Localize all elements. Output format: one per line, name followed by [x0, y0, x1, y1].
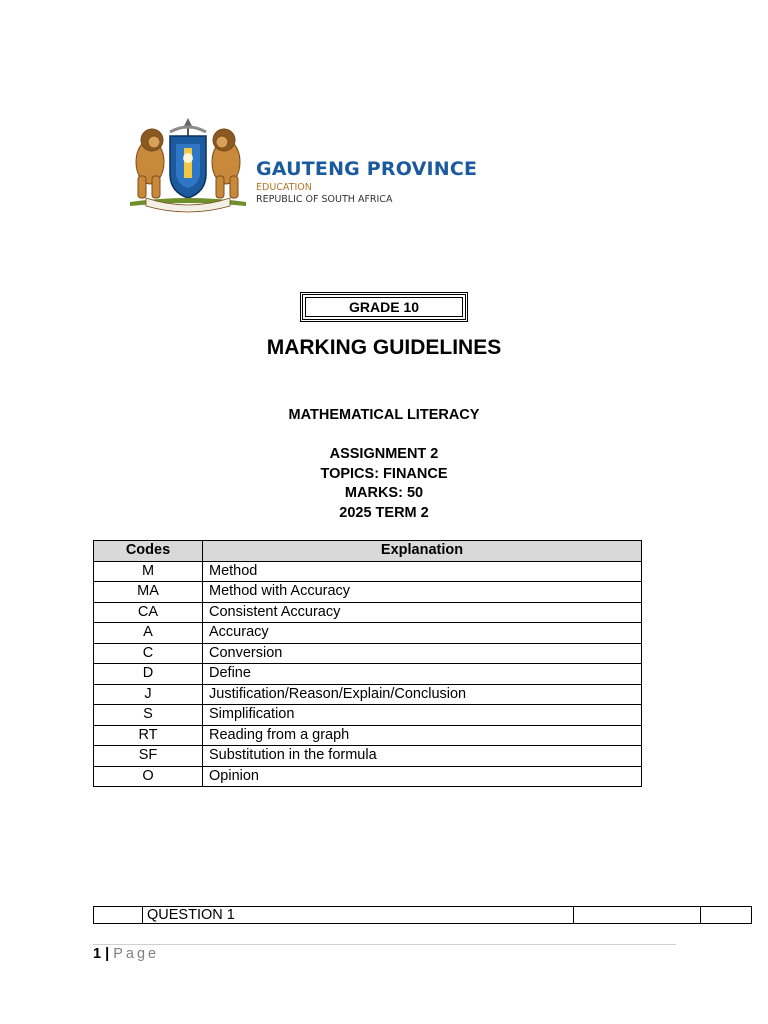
- table-row: [94, 664, 642, 685]
- assignment-meta: [0, 445, 768, 523]
- topics-label: TOPICS: FINANCE: [320, 465, 448, 482]
- question-marks-cell: [574, 907, 701, 924]
- explanation-cell: Method with Accuracy: [203, 582, 642, 603]
- grade-box: [300, 292, 468, 322]
- table-row: [94, 623, 642, 644]
- marks-label: MARKS: 50: [344, 485, 424, 501]
- code-cell: A: [94, 623, 203, 644]
- subject-heading: MATHEMATICAL LITERACY: [288, 407, 480, 423]
- code-cell: S: [94, 705, 203, 726]
- term-label: 2025 TERM 2: [339, 504, 429, 521]
- table-row: [94, 725, 642, 746]
- explanation-cell: Simplification: [203, 705, 642, 726]
- explanation-cell: Opinion: [203, 766, 642, 787]
- table-header-row: [94, 541, 642, 562]
- page-label: Page: [113, 946, 160, 962]
- footer-separator: |: [105, 946, 110, 962]
- logo-wordmark: [256, 158, 477, 205]
- footer-divider: [93, 944, 676, 945]
- code-cell: O: [94, 766, 203, 787]
- question-table: [93, 906, 752, 924]
- explanation-cell: Justification/Reason/Explain/Conclusion: [203, 684, 642, 705]
- explanation-cell: Reading from a graph: [203, 725, 642, 746]
- table-row: [94, 643, 642, 664]
- code-cell: D: [94, 664, 203, 685]
- table-row: [94, 582, 642, 603]
- code-cell: SF: [94, 746, 203, 767]
- code-cell: C: [94, 643, 203, 664]
- logo-title: GAUTENG PROVINCE: [256, 158, 478, 180]
- explanation-cell: Consistent Accuracy: [203, 602, 642, 623]
- explanation-cell: Conversion: [203, 643, 642, 664]
- page-number: 1: [93, 946, 102, 962]
- code-cell: CA: [94, 602, 203, 623]
- page-footer: [93, 946, 159, 962]
- table-row: [94, 746, 642, 767]
- explanation-cell: Accuracy: [203, 623, 642, 644]
- grade-label: GRADE 10: [348, 299, 420, 315]
- table-row: [94, 684, 642, 705]
- code-cell: RT: [94, 725, 203, 746]
- explanation-cell: Define: [203, 664, 642, 685]
- assignment-label: ASSIGNMENT 2: [329, 446, 439, 462]
- question-extra-cell: [701, 907, 752, 924]
- code-cell: J: [94, 684, 203, 705]
- page-title: MARKING GUIDELINES: [266, 336, 502, 359]
- table-row: [94, 766, 642, 787]
- table-row: [94, 907, 752, 924]
- explanation-cell: Method: [203, 561, 642, 582]
- table-row: [94, 561, 642, 582]
- explanation-cell: Substitution in the formula: [203, 746, 642, 767]
- code-cell: MA: [94, 582, 203, 603]
- question-label-cell: QUESTION 1: [143, 907, 574, 924]
- code-cell: M: [94, 561, 203, 582]
- codes-table: [93, 540, 642, 787]
- header-codes: Codes: [94, 541, 203, 562]
- table-row: [94, 602, 642, 623]
- logo-subtitle-education: EDUCATION: [256, 182, 312, 193]
- logo-subtitle-country: REPUBLIC OF SOUTH AFRICA: [256, 194, 393, 205]
- header-explanation: Explanation: [203, 541, 642, 562]
- question-number-cell: [94, 907, 143, 924]
- table-row: [94, 705, 642, 726]
